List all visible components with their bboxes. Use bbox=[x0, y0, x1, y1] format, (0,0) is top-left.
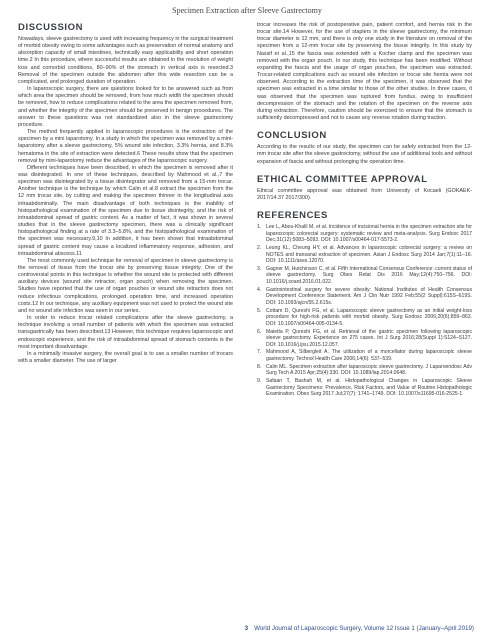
reference-item: 2. Leung KL, Cheung HY, et al. Advances in laparoscopic colorectal surgery: a review on NOTES and transanal extraction of specimen. Asian J Endosc Surg 2014 Jan;7(1):11–16. DOI: 10.1111/ases.12070. bbox=[257, 244, 472, 265]
discussion-paragraph-5: The most commonly used technique for removal of specimen in sleeve gastrectomy is the removal of tissue from the trocar site by preserving tissue integrity. One of the controversial points in this technique is whether the wound site is protected with different auxiliary devices (wound site retractor, organ pouch) when removing the specimen. Studies have reported that the use of organ pouches or wound site retractors does not reduce infectious complications, prolonged operation time, and increased operation costs.12 In our technique, any auxiliary equipment was not used to protect the wound site and no wound site infection was seen in our series. bbox=[18, 257, 233, 314]
discussion-paragraph-1: Nowadays, sleeve gastrectomy is used with increasing frequency in the surgical treatment of morbid obesity owing to some advantages such as preservation of normal anatomy and absorption capacity of small intestines, technically easy applicability and short operation time.2 In this procedure, where successful results are obtained in the resolution of weight loss and comorbid conditions, 80–90% of the stomach in vertical axis is resected.3 Removal of the specimen outside the abdomen after this wide resection can be a complicated, and prolonged duration of operation. bbox=[18, 36, 233, 85]
reference-item: 8. Calin ML. Specimen extraction after laparoscopic sleeve gastrectomy. J Laparoendosc Adv Surg Tech A 2015 Apr;25(4):330. DOI: 10.1089/lap.2014.0648. bbox=[257, 363, 472, 377]
discussion-paragraph-3: The method frequently applied in laparoscopic procedures is the extraction of the specimen by a mini laparotomy. In a study in which the specimen was removed by a mini-laparotomy after a sleeve gastrectomy, 5% wound site infection, 3.3% hernia, and 8.3% hematoma in the site of extraction were detected.6 These results show that the specimen removal by mini-laparotomy reduce the advantages of the laparoscopic surgery. bbox=[18, 129, 233, 164]
discussion-continued-paragraph: trocar increases the risk of postoperative pain, patient comfort, and hernia risk in the trocar site.14 However, for the use of staplers in the sleeve gastrectomy, the minimum trocar diameter is 12 mm, and there is only one study in the literature on removal of the specimen from a 12-mm trocar site by preserving the tissue integrity. In this study by Nassif et al.,15 the fascia was extended with a Kocher clamp and the specimen was removed with the organ pouch. In our study, this technique has been modified. Without expanding the fascia and the usage of organ pouches, the specimen was extracted. Trocar-related complications such as wound site infection or trocar site hernia were not observed. According to the extraction time of the specimen, it was observed that the specimen was extracted in a time similar to those of the other studies. In three cases, it was observed that the specimen was ruptured from fundus, owing to insufficient decompression of the stomach and the rotation of the specimen on the reverse axis during extraction. Therefore, caution should be exercised to ensure that the stomach is sufficiently decompressed and not to cause any reverse rotation during traction. bbox=[257, 22, 472, 122]
reference-item: 6. Maietta P, Qureshi FG, et al. Retrieval of the gastric specimen following laparoscopic sleeve gastrectomy. Experience on 275 cases. Int J Surg 2016;28(Suppl 1):S124–S127. DOI: 10.1016/j.ijsu.2015.12.057. bbox=[257, 328, 472, 348]
conclusion-text: According to the results of our study, the specimen can be safely extracted from the 12-mm trocar site after the sleeve gastrectomy, without the use of additional tools and without expansion of fascia and without prolonging the operation time. bbox=[257, 144, 472, 165]
reference-item: 9. Safaan T, Bashah M, et al. Histopathological Changes in Laparoscopic Sleeve Gastrectomy Specimens: Prevalence, Risk Factors, and Value of Routine Histopathologic Examination. Obes Surg 2017 Jul;27(7): 1741–1749. DOI: 10.1007/s11695-016-2525-1. bbox=[257, 377, 472, 398]
left-column bbox=[18, 22, 233, 365]
discussion-paragraph-6: In order to reduce trocar related complications after the sleeve gastrectomy, a technique involving a small number of patients with which the specimen was extracted transgastrically has been described.13 However, this technique requires laparoscopic and endoscopic experience, and the risk of intraabdominal spread of stomach contents is the most important disadvantage. bbox=[18, 315, 233, 350]
ethical-text: Ethical committee approval was obtained from University of Kocaeli (GOKAEK-2017/14.37 2017/300). bbox=[257, 187, 472, 201]
reference-item: 5. Cottam D, Qureshi FG, et al. Laparoscopic sleeve gastrectomy as an initial weight-loss procedure for high-risk patients with morbid obesity. Surg Endosc 2006;20(6):859–863. DOI: 10.1007/s00464-005-0134-5. bbox=[257, 307, 472, 327]
references-list bbox=[257, 224, 472, 398]
page-footer bbox=[245, 625, 474, 632]
conclusion-heading: CONCLUSION bbox=[257, 130, 327, 142]
journal-citation: World Journal of Laparoscopic Surgery, Volume 12 Issue 1 (January–April 2019) bbox=[254, 625, 474, 632]
discussion-heading: DISCUSSION bbox=[18, 22, 84, 33]
page-number: 3 bbox=[244, 625, 249, 632]
references-heading: REFERENCES bbox=[257, 209, 328, 221]
discussion-paragraph-7: In a minimally invasive surgery, the overall goal is to use a smaller number of trocars with a smaller diameter. The use of larger bbox=[18, 350, 233, 365]
ethical-heading: ETHICAL COMMITTEE APPROVAL bbox=[257, 173, 428, 185]
reference-item: 7. Mahmood A, Silbergleit A. The utilization of a morcellator during laparoscopic sleeve gastrectomy. Technol Health Care 2006;14(6): 537–539. bbox=[257, 349, 472, 363]
discussion-paragraph-2: In laparoscopic surgery, there are questions looked for to be answered such as from which area the specimen should be removed, from how much width the specimen should be removed, how to reduce complications related to the area the specimen removed from, and whether the integrity of the specimen should be preserved in benign procedures. The answer to these questions was not standardized also in the sleeve gastrectomy procedure. bbox=[18, 86, 233, 128]
discussion-paragraph-4: Different techniques have been described, in which the specimen is removed after it was disintegrated. In one of these techniques, described by Mahmood et al.,7 the specimen was disintegrated by a tissue disintegrator and removed from a 15-mm trocar. Another technique is the technique by which Calin et al.8 extract the specimen from the 12 mm trocar site, by cutting and making the specimen thinner in the longitudinal axis intraabdominally. The main disadvantage of both techniques is the inability of histopathological examination of the specimen due to tissue disintegrity, and the risk of intraabdominal spread of gastric content. As a matter of fact, it was shown in several studies that in the sleeve gastrectomy specimen, there was a clinically significant histopathological finding at a rate of 3.3–5.8%, and the histopathological examination of the specimen was necessary.9,10 In addition, it has been shown that intraabdominal spread of gastric content may cause a localized inflammatory response, adhesion, and intraabdominal abscess.11 bbox=[18, 164, 233, 257]
reference-item: 3. Gagner M, Hutchinson C, et al. Fifth International Consensus Conference: current status of sleeve gastrectomy. Surg Obes Relat Dis 2016 May;12(4):750–756. DOI: 10.1016/j.soard.2016.01.022. bbox=[257, 265, 472, 286]
reference-item: 1. Lee L, Abou-Khalil M, et al. Incidence of incisional hernia in the specimen extraction site for laparoscopic colorectal surgery: systematic review and meta-analysis. Surg Endosc 2017 Dec;31(12):5083–5093. DOI: 10.1007/s00464-017-5573-2. bbox=[257, 223, 472, 244]
right-column bbox=[257, 22, 472, 399]
reference-item: 4. Gastrointestinal surgery for severe obesity: National Institutes of Health Consensus Development Conference Statement. Am J Clin Nutr 1992 Feb;55(2 Suppl):615S–619S. DOI: 10.1093/ajcn/55.2.615s. bbox=[257, 286, 472, 307]
running-head: Specimen Extraction after Sleeve Gastrectomy bbox=[172, 6, 322, 15]
